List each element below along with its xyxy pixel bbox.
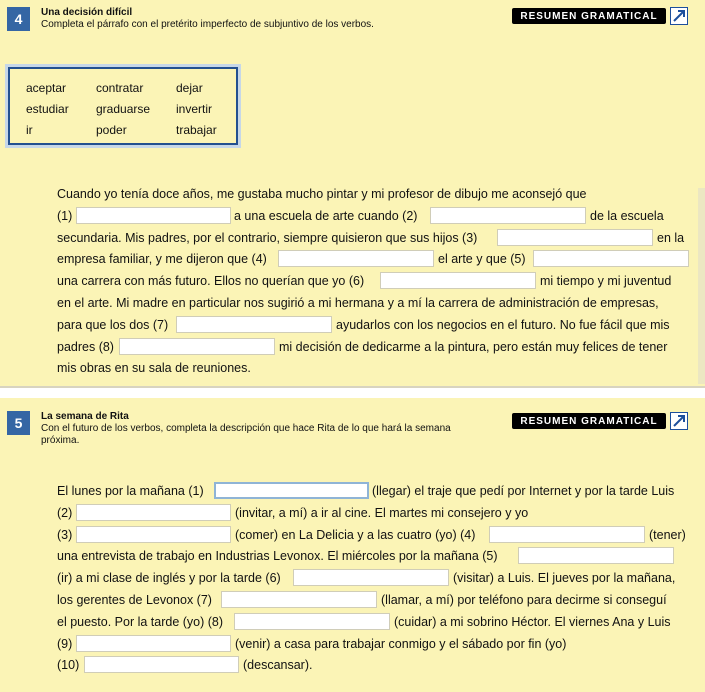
answer-input-1[interactable] xyxy=(76,207,231,224)
exercise-instructions: Con el futuro de los verbos, completa la descripción que hace Rita de lo que hará la semana próxima. xyxy=(41,423,451,446)
paragraph-text: en la xyxy=(657,230,685,245)
answer-input-8[interactable] xyxy=(234,613,390,630)
answer-input-5[interactable] xyxy=(533,250,689,267)
exercise-title: La semana de Rita xyxy=(41,411,129,422)
paragraph-text: padres (8) xyxy=(57,339,114,354)
exercise-title: Una decisión difícil xyxy=(41,7,133,18)
scrollbar[interactable] xyxy=(698,188,705,384)
paragraph-text: (llamar, a mí) por teléfono para decirme si conseguí xyxy=(381,592,667,607)
answer-input-2[interactable] xyxy=(76,504,231,521)
answer-input-1[interactable] xyxy=(214,482,369,499)
resumen-gramatical-button[interactable]: RESUMEN GRAMATICAL xyxy=(512,8,666,24)
paragraph-text: (llegar) el traje que pedí por Internet y por la tarde Luis xyxy=(372,484,675,498)
paragraph-text: los gerentes de Levonox (7) xyxy=(57,592,212,607)
paragraph-text: una carrera con más futuro. Ellos no querían que yo (6) xyxy=(57,274,365,289)
word-bank-item: ir xyxy=(26,123,33,137)
word-bank-item: contratar xyxy=(96,81,144,95)
answer-input-8[interactable] xyxy=(119,338,275,355)
paragraph-text: (descansar). xyxy=(243,658,313,673)
word-bank-item: trabajar xyxy=(176,123,217,137)
paragraph-text: (invitar, a mí) a ir al cine. El martes mi consejero y yo xyxy=(235,505,529,520)
answer-input-2[interactable] xyxy=(430,207,586,224)
word-bank-item: aceptar xyxy=(26,81,67,95)
paragraph-text: (9) xyxy=(57,636,73,651)
exercise-paragraph xyxy=(57,184,697,380)
paragraph-text: el arte y que (5) xyxy=(438,252,526,267)
external-link-icon[interactable] xyxy=(670,7,688,25)
answer-input-9[interactable] xyxy=(76,635,231,652)
answer-input-7[interactable] xyxy=(221,591,377,608)
answer-input-3[interactable] xyxy=(497,229,653,246)
exercise-number-badge: 5 xyxy=(7,411,30,435)
paragraph-text: (tener) xyxy=(649,527,686,542)
word-bank-item: graduarse xyxy=(96,102,151,116)
exercise-instructions: Completa el párrafo con el pretérito imperfecto de subjuntivo de los verbos. xyxy=(41,19,374,30)
answer-input-4[interactable] xyxy=(489,526,645,543)
paragraph-text: (3) xyxy=(57,527,73,542)
paragraph-text: el puesto. Por la tarde (yo) (8) xyxy=(57,614,224,629)
paragraph-text: una entrevista de trabajo en Industrias Levonox. El miércoles por la mañana (5) xyxy=(57,549,498,564)
external-link-icon[interactable] xyxy=(670,412,688,430)
paragraph-text: mi decisión de dedicarme a la pintura, pero están muy felices de tener xyxy=(279,339,668,354)
answer-input-10[interactable] xyxy=(84,656,239,673)
paragraph-text: (comer) en La Delicia y a las cuatro (yo) (4) xyxy=(235,527,476,542)
paragraph-text: de la escuela xyxy=(590,208,664,223)
paragraph-text: (cuidar) a mi sobrino Héctor. El viernes Ana y Luis xyxy=(394,614,671,629)
answer-input-6[interactable] xyxy=(380,272,536,289)
paragraph-text: Cuando yo tenía doce años, me gustaba mucho pintar y mi profesor de dibujo me aconsejó que xyxy=(57,187,587,201)
word-bank-item: estudiar xyxy=(26,102,69,116)
paragraph-text: a una escuela de arte cuando (2) xyxy=(234,208,418,223)
paragraph-text: (venir) a casa para trabajar conmigo y el sábado por fin (yo) xyxy=(235,636,567,651)
paragraph-text: mi tiempo y mi juventud xyxy=(540,274,672,289)
exercise-paragraph xyxy=(57,481,697,677)
word-bank xyxy=(5,64,241,148)
exercise-5 xyxy=(0,398,705,692)
word-bank-item: poder xyxy=(96,123,127,137)
paragraph-text: (10) xyxy=(57,658,80,673)
paragraph-text: (ir) a mi clase de inglés y por la tarde (6) xyxy=(57,571,281,586)
paragraph-text: mis obras en su sala de reuniones. xyxy=(57,361,251,376)
word-bank-item: dejar xyxy=(176,81,203,95)
resumen-gramatical-button[interactable]: RESUMEN GRAMATICAL xyxy=(512,413,666,429)
paragraph-text: El lunes por la mañana (1) xyxy=(57,484,204,498)
paragraph-text: (1) xyxy=(57,208,73,223)
answer-input-5[interactable] xyxy=(518,547,674,564)
section-divider xyxy=(0,386,705,398)
paragraph-text: (2) xyxy=(57,505,73,520)
word-bank-item: invertir xyxy=(176,102,213,116)
answer-input-6[interactable] xyxy=(293,569,449,586)
paragraph-text: empresa familiar, y me dijeron que (4) xyxy=(57,252,267,267)
exercise-number-badge: 4 xyxy=(7,7,30,31)
paragraph-text: (visitar) a Luis. El jueves por la mañana, xyxy=(453,571,676,586)
paragraph-text: ayudarlos con los negocios en el futuro. No fue fácil que mis xyxy=(336,317,670,332)
answer-input-7[interactable] xyxy=(176,316,332,333)
answer-input-4[interactable] xyxy=(278,250,434,267)
paragraph-text: para que los dos (7) xyxy=(57,317,169,332)
paragraph-text: en el arte. Mi madre en particular nos sugirió a mi hermana y a mí la carrera de administración de empresas, xyxy=(57,295,659,310)
paragraph-text: secundaria. Mis padres, por el contrario, siempre quisieron que sus hijos (3) xyxy=(57,230,478,245)
answer-input-3[interactable] xyxy=(76,526,231,543)
